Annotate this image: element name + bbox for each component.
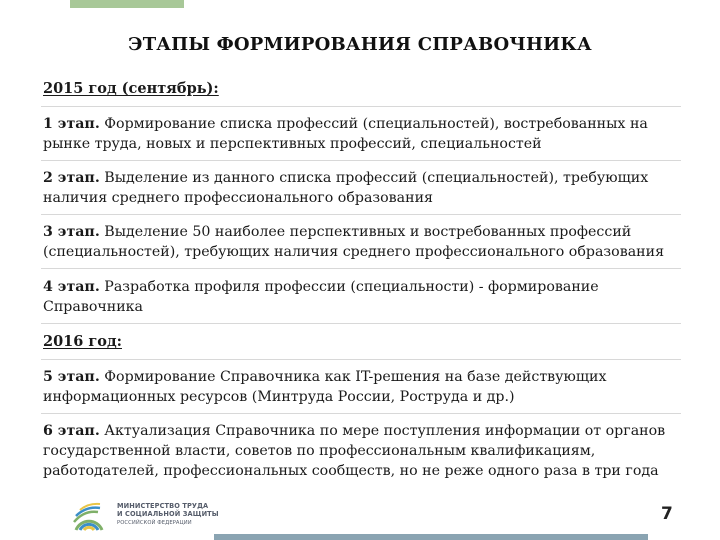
stage-text: информационных ресурсов (Минтруда России, Роструда и др.) — [43, 389, 515, 405]
stage-5 — [43, 367, 683, 407]
top-accent-bar — [70, 0, 184, 8]
separator — [41, 214, 681, 215]
ministry-line-1: МИНИСТЕРСТВО ТРУДА — [117, 502, 209, 510]
separator — [41, 268, 681, 269]
separator — [41, 413, 681, 414]
stage-4 — [43, 277, 683, 317]
stage-3 — [43, 222, 683, 262]
ministry-line-2: И СОЦИАЛЬНОЙ ЗАЩИТЫ — [117, 510, 219, 519]
stage-label: 6 этап. — [43, 423, 100, 439]
stage-label: 2 этап. — [43, 170, 100, 186]
stage-text: Разработка профиля профессии (специальности) - формирование — [99, 279, 599, 295]
stage-text: (специальностей), требующих наличия среднего профессионального образования — [43, 244, 665, 260]
stage-2 — [43, 168, 683, 208]
ministry-logo-icon — [72, 500, 112, 536]
bottom-accent-bar — [214, 534, 648, 540]
stage-text: Выделение 50 наиболее перспективных и востребованных профессий — [99, 224, 632, 240]
stage-text: рынке труда, новых и перспективных профессий, специальностей — [43, 136, 542, 152]
stage-label: 4 этап. — [43, 279, 100, 295]
separator — [41, 323, 681, 324]
separator — [41, 106, 681, 107]
stage-text: государственной власти, советов по профессиональным квалификациям, — [43, 443, 596, 459]
stage-text: работодателей, профессиональных сообществ, но не реже одного раза в три года — [43, 463, 659, 479]
stage-label: 1 этап. — [43, 116, 100, 132]
stage-1 — [43, 114, 683, 154]
ministry-name — [117, 502, 219, 527]
stage-label: 5 этап. — [43, 369, 100, 385]
ministry-line-3: РОССИЙСКОЙ ФЕДЕРАЦИИ — [117, 519, 192, 526]
stage-text: Формирование Справочника как IT-решения на базе действующих — [99, 369, 607, 385]
stage-6 — [43, 421, 683, 481]
year-2015-heading: 2015 год (сентябрь): — [43, 80, 219, 97]
stage-text: Формирование списка профессий (специальностей), востребованных на — [99, 116, 648, 132]
stage-text: Справочника — [43, 299, 143, 315]
page-number: 7 — [661, 504, 673, 524]
separator — [41, 359, 681, 360]
stage-label: 3 этап. — [43, 224, 100, 240]
page-title: ЭТАПЫ ФОРМИРОВАНИЯ СПРАВОЧНИКА — [128, 34, 592, 55]
separator — [41, 160, 681, 161]
stage-text: Выделение из данного списка профессий (специальностей), требующих — [99, 170, 649, 186]
year-2016-heading: 2016 год: — [43, 333, 122, 350]
stage-text: наличия среднего профессионального образования — [43, 190, 433, 206]
stage-text: Актуализация Справочника по мере поступления информации от органов — [99, 423, 666, 439]
